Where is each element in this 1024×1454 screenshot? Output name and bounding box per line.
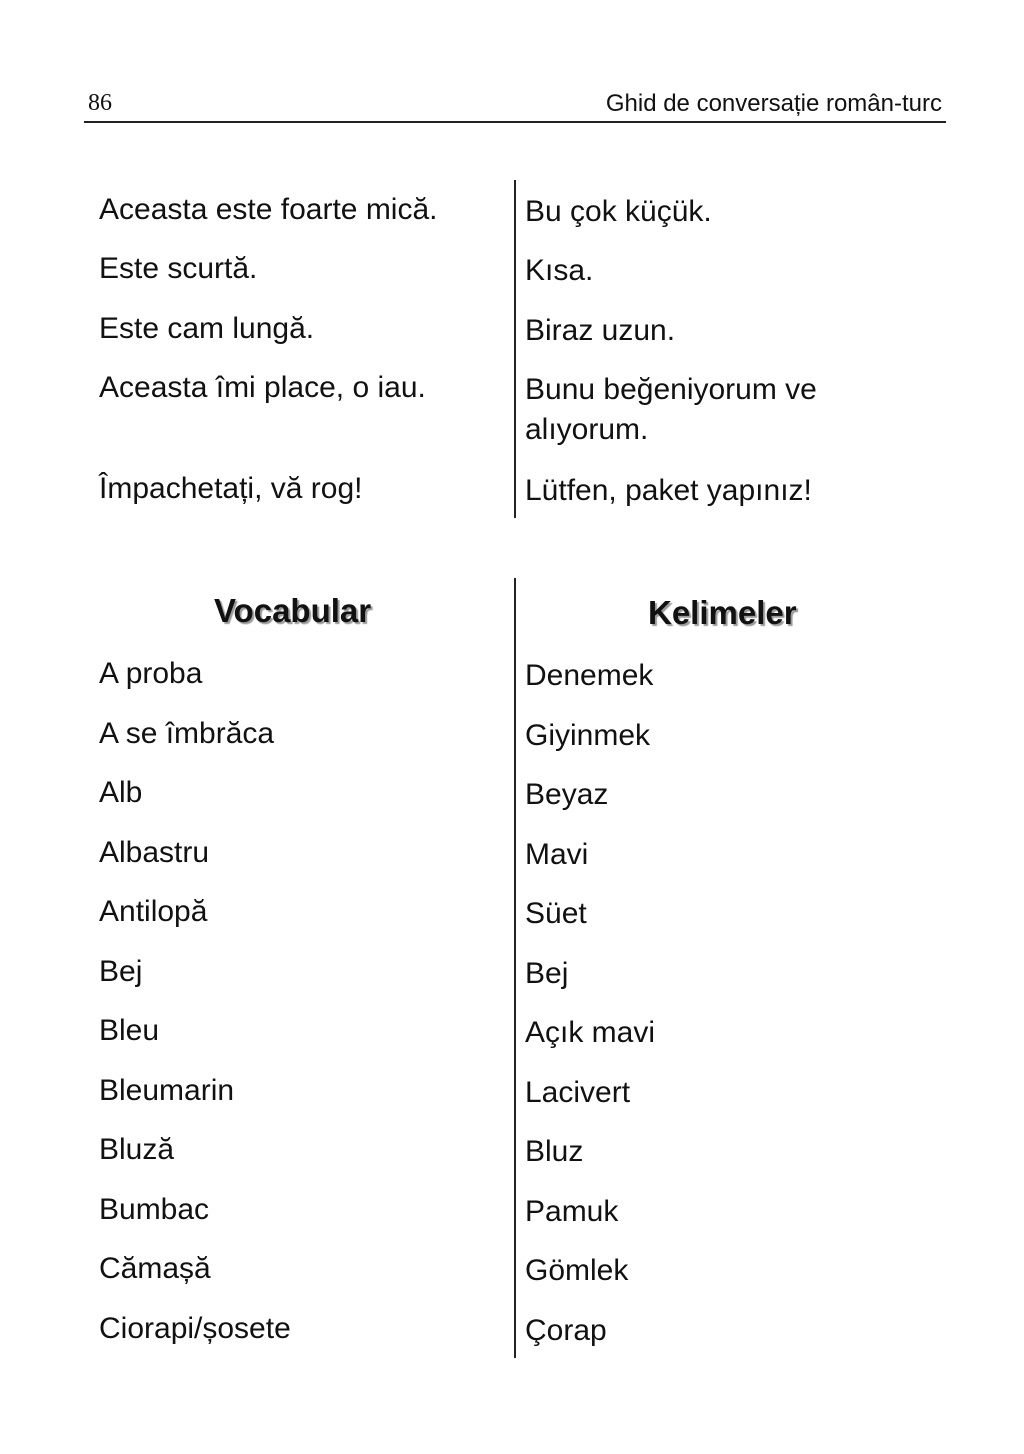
column-divider xyxy=(514,180,516,518)
phrase-ro: Este scurtă. xyxy=(99,252,258,285)
phrase-tr: Bunu beğeniyorum ve xyxy=(525,373,817,406)
phrase-ro: Aceasta este foarte mică. xyxy=(99,193,438,226)
vocab-tr: Çorap xyxy=(525,1313,607,1347)
vocab-row xyxy=(0,833,1024,873)
vocab-row xyxy=(0,892,1024,932)
vocab-row xyxy=(0,1190,1024,1230)
phrase-ro: Este cam lungă. xyxy=(99,312,315,345)
vocab-row xyxy=(0,1130,1024,1170)
phrase-row xyxy=(0,469,1024,509)
vocab-tr: Bluz xyxy=(525,1135,584,1168)
phrase-tr: Bu çok küçük. xyxy=(525,195,712,228)
vocab-ro: Bleumarin xyxy=(99,1073,235,1107)
vocab-ro: Bluză xyxy=(99,1133,175,1166)
header-rule xyxy=(84,121,946,123)
running-title: Ghid de conversație român-turc xyxy=(605,90,942,117)
vocab-tr: Açık mavi xyxy=(525,1016,656,1049)
phrase-row xyxy=(0,309,1024,349)
vocab-tr: Süet xyxy=(525,897,587,930)
vocab-row xyxy=(0,952,1024,992)
vocab-row xyxy=(0,1011,1024,1051)
vocab-row xyxy=(0,654,1024,694)
phrase-row xyxy=(0,368,1024,446)
vocab-row xyxy=(0,1249,1024,1289)
vocab-tr: Beyaz xyxy=(525,778,609,811)
vocab-tr: Lacivert xyxy=(525,1075,631,1109)
vocab-heading-tr: Kelimeler xyxy=(648,594,797,631)
vocab-row xyxy=(0,1309,1024,1349)
phrase-ro: Împachetați, vă rog! xyxy=(99,472,363,505)
vocab-ro: Ciorapi/șosete xyxy=(99,1311,291,1345)
phrase-row xyxy=(0,190,1024,230)
vocab-ro: A proba xyxy=(99,657,203,690)
vocab-tr: Bej xyxy=(525,956,569,990)
vocab-ro: Albastru xyxy=(99,835,210,869)
page-number: 86 xyxy=(88,90,112,116)
vocab-ro: A se îmbrăca xyxy=(99,716,275,750)
vocab-tr: Denemek xyxy=(525,659,654,692)
vocab-ro: Antilopă xyxy=(99,895,208,928)
phrase-tr-continued: alıyorum. xyxy=(525,413,649,446)
vocab-ro: Bumbac xyxy=(99,1192,210,1226)
vocab-row xyxy=(0,714,1024,754)
vocab-heading-ro: Vocabular xyxy=(214,592,372,629)
phrase-row xyxy=(0,249,1024,289)
vocab-tr: Giyinmek xyxy=(525,718,651,752)
phrase-tr: Biraz uzun. xyxy=(525,314,676,347)
vocab-row xyxy=(0,1071,1024,1111)
vocab-ro: Bleu xyxy=(99,1014,160,1047)
vocab-ro: Cămașă xyxy=(99,1252,211,1285)
vocab-ro: Bej xyxy=(99,954,143,988)
phrase-tr: Lütfen, paket yapınız! xyxy=(525,474,812,507)
phrase-tr: Kısa. xyxy=(525,254,594,287)
vocab-tr: Gömlek xyxy=(525,1254,629,1287)
vocab-ro: Alb xyxy=(99,776,143,809)
vocab-row xyxy=(0,773,1024,813)
phrase-ro: Aceasta îmi place, o iau. xyxy=(99,371,426,404)
vocab-tr: Pamuk xyxy=(525,1194,619,1228)
vocab-tr: Mavi xyxy=(525,837,589,871)
